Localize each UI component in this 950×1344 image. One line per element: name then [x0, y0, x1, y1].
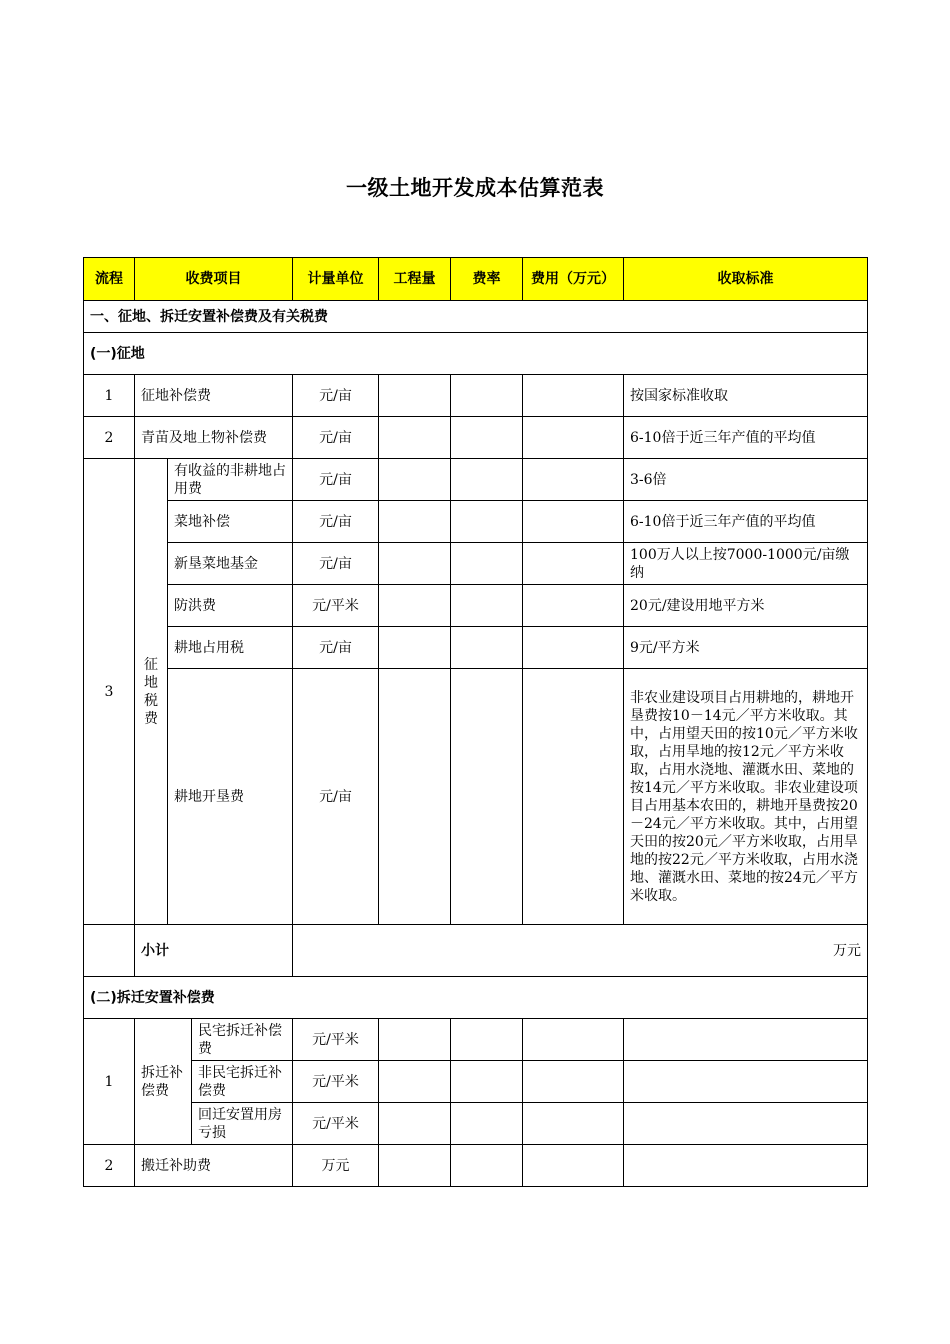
header-cell: 收费项目	[135, 258, 293, 301]
header-cell: 工程量	[379, 258, 451, 301]
fee-item: 菜地补偿	[168, 501, 293, 543]
header-cell: 计量单位	[293, 258, 379, 301]
fee-item: 有收益的非耕地占用费	[168, 459, 293, 501]
cost-cell	[523, 543, 624, 585]
cost-cell	[523, 417, 624, 459]
table-row	[84, 585, 868, 627]
quantity-cell	[379, 1019, 451, 1061]
unit-cell: 元/平米	[293, 585, 379, 627]
fee-item: 征地补偿费	[135, 375, 293, 417]
row-number: 1	[84, 1019, 135, 1145]
quantity-cell	[379, 417, 451, 459]
quantity-cell	[379, 669, 451, 925]
table-row	[84, 1061, 868, 1103]
subtotal-label: 小计	[135, 925, 293, 977]
rate-cell	[451, 1061, 523, 1103]
cost-cell	[523, 1103, 624, 1145]
standard-cell: 9元/平方米	[624, 627, 868, 669]
table-row	[84, 669, 868, 925]
cost-cell	[523, 375, 624, 417]
table-row	[84, 543, 868, 585]
fee-item: 回迁安置用房亏损	[192, 1103, 293, 1145]
quantity-cell	[379, 501, 451, 543]
row-number: 1	[84, 375, 135, 417]
table-row	[84, 627, 868, 669]
standard-cell: 非农业建设项目占用耕地的，耕地开垦费按10－14元／平方米收取。其中，占用望天田的按10元／平方米收取，占用旱地的按12元／平方米收取，占用水浇地、灌溉水田、菜地的按14元／平方米收取。非农业建设项目占用基本农田的，耕地开垦费按20－24元／平方米收取。其中，占用望天田的按20元／平方米收取，占用旱地的按22元／平方米收取，占用水浇地、灌溉水田、菜地的按24元／平方米收取。	[624, 669, 868, 925]
quantity-cell	[379, 1061, 451, 1103]
header-cell: 流程	[84, 258, 135, 301]
unit-cell: 元/平米	[293, 1103, 379, 1145]
unit-cell: 元/亩	[293, 669, 379, 925]
row-number: 2	[84, 417, 135, 459]
empty-cell	[84, 925, 135, 977]
quantity-cell	[379, 375, 451, 417]
group-label: 征地税费	[144, 656, 158, 727]
subsection-title: (二)拆迁安置补偿费	[84, 977, 868, 1019]
table-row	[84, 1145, 868, 1187]
fee-item: 新垦菜地基金	[168, 543, 293, 585]
table-header-row	[84, 258, 868, 301]
fee-item: 耕地占用税	[168, 627, 293, 669]
group-label: 拆迁补偿费	[141, 1064, 183, 1099]
quantity-cell	[379, 543, 451, 585]
header-cell: 收取标准	[624, 258, 868, 301]
unit-cell: 元/平米	[293, 1019, 379, 1061]
quantity-cell	[379, 1103, 451, 1145]
standard-cell	[624, 1103, 868, 1145]
rate-cell	[451, 1019, 523, 1061]
cost-estimate-table	[83, 257, 868, 1187]
subsection-row	[84, 333, 868, 375]
section-row	[84, 301, 868, 333]
subtotal-row	[84, 925, 868, 977]
subsection-row	[84, 977, 868, 1019]
unit-cell: 元/亩	[293, 375, 379, 417]
unit-cell: 元/亩	[293, 417, 379, 459]
rate-cell	[451, 1103, 523, 1145]
quantity-cell	[379, 627, 451, 669]
standard-cell: 6-10倍于近三年产值的平均值	[624, 501, 868, 543]
quantity-cell	[379, 459, 451, 501]
fee-item: 民宅拆迁补偿费	[192, 1019, 293, 1061]
rate-cell	[451, 501, 523, 543]
unit-cell: 元/亩	[293, 501, 379, 543]
document-title: 一级土地开发成本估算范表	[346, 176, 604, 200]
rate-cell	[451, 585, 523, 627]
unit-cell: 元/平米	[293, 1061, 379, 1103]
table-row	[84, 501, 868, 543]
standard-cell	[624, 1061, 868, 1103]
rate-cell	[451, 459, 523, 501]
row-number: 3	[84, 459, 135, 925]
header-cell: 费率	[451, 258, 523, 301]
unit-cell: 元/亩	[293, 543, 379, 585]
table-row	[84, 1103, 868, 1145]
fee-item: 非民宅拆迁补偿费	[192, 1061, 293, 1103]
cost-cell	[523, 501, 624, 543]
cost-cell	[523, 669, 624, 925]
group-label-cell	[135, 459, 168, 925]
table-row	[84, 1019, 868, 1061]
fee-item: 防洪费	[168, 585, 293, 627]
subsection-title: (一)征地	[84, 333, 868, 375]
row-number: 2	[84, 1145, 135, 1187]
rate-cell	[451, 1145, 523, 1187]
subtotal-value: 万元	[293, 925, 868, 977]
table-row	[84, 375, 868, 417]
standard-cell: 按国家标准收取	[624, 375, 868, 417]
cost-cell	[523, 1145, 624, 1187]
section-title: 一、征地、拆迁安置补偿费及有关税费	[84, 301, 868, 333]
standard-cell: 20元/建设用地平方米	[624, 585, 868, 627]
rate-cell	[451, 543, 523, 585]
rate-cell	[451, 669, 523, 925]
quantity-cell	[379, 1145, 451, 1187]
table-row	[84, 417, 868, 459]
cost-cell	[523, 585, 624, 627]
cost-cell	[523, 1061, 624, 1103]
header-cell: 费用（万元）	[523, 258, 624, 301]
rate-cell	[451, 417, 523, 459]
rate-cell	[451, 375, 523, 417]
fee-item: 搬迁补助费	[135, 1145, 293, 1187]
standard-cell	[624, 1145, 868, 1187]
standard-cell: 6-10倍于近三年产值的平均值	[624, 417, 868, 459]
cost-cell	[523, 459, 624, 501]
standard-cell	[624, 1019, 868, 1061]
fee-item: 耕地开垦费	[168, 669, 293, 925]
unit-cell: 元/亩	[293, 627, 379, 669]
group-label-cell	[135, 1019, 192, 1145]
unit-cell: 万元	[293, 1145, 379, 1187]
rate-cell	[451, 627, 523, 669]
cost-cell	[523, 1019, 624, 1061]
standard-cell: 3-6倍	[624, 459, 868, 501]
fee-item: 青苗及地上物补偿费	[135, 417, 293, 459]
quantity-cell	[379, 585, 451, 627]
standard-cell: 100万人以上按7000-1000元/亩缴纳	[624, 543, 868, 585]
table-row	[84, 459, 868, 501]
cost-cell	[523, 627, 624, 669]
unit-cell: 元/亩	[293, 459, 379, 501]
